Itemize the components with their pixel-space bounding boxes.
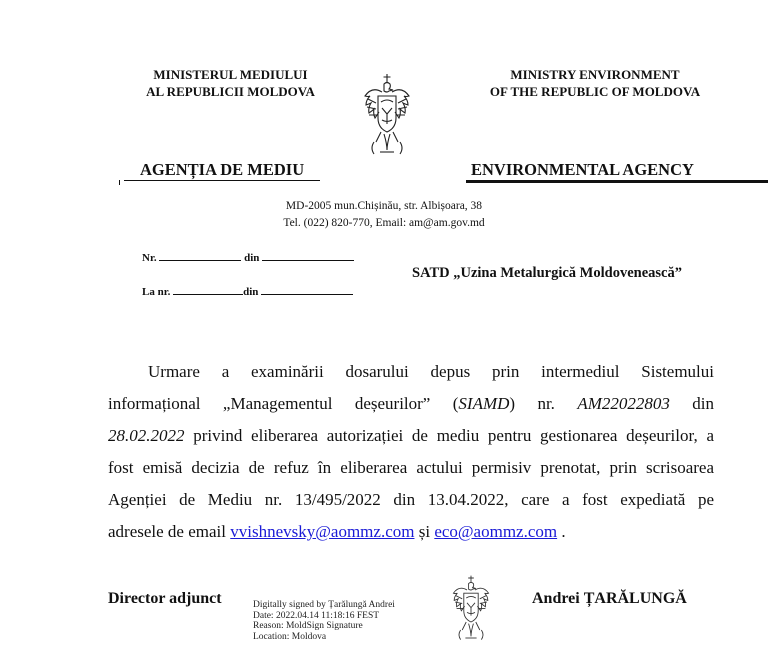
agency-name-en: ENVIRONMENTAL AGENCY [471,160,694,179]
body-line-2-e: din [692,394,715,413]
signature-signed-by: Digitally signed by Țarălungă Andrei [253,600,395,610]
agency-contact: Tel. (022) 820-770, Email: am@am.gov.md [283,217,485,229]
header-rule-left [124,180,320,181]
body-line-3-b: privind eliberarea autorizației de mediu pentru gestionarea deșeurilor, a [184,426,714,445]
signature-date: Date: 2022.04.14 11:18:16 FEST [253,610,380,621]
email-link-1[interactable]: vvishnevsky@aommz.com [230,522,415,541]
body-line-2-a: informațional „Managementul deșeurilor” ( [108,394,459,413]
ministry-ro-line2: AL REPUBLICII MOLDOVA [146,84,315,99]
agency-name-ro: AGENȚIA DE MEDIU [140,160,305,179]
ministry-name-ro [128,66,333,100]
la-nr-din-label: din [243,286,259,298]
nr-label: Nr. [142,252,157,264]
signature-coat-of-arms-icon [446,574,496,646]
body-line-2 [108,393,714,414]
dossier-date: 28.02.2022 [108,426,185,445]
nr-blank [159,250,241,261]
la-nr-blank [173,284,243,295]
body-line-6 [108,521,714,542]
signatory-title: Director adjunct [108,590,222,607]
siamd-acronym: SIAMD [458,394,510,413]
recipient: SATD „Uzina Metalurgică Moldovenească” [412,265,682,281]
body-line-6-a: adresele de email [108,522,231,541]
la-nr-label: La nr. [142,286,171,298]
body-line-6-c: . [557,522,566,541]
coat-of-arms-icon [362,72,412,162]
agency-address: MD-2005 mun.Chișinău, str. Albișoara, 38 [285,200,483,212]
ministry-en-line1: MINISTRY ENVIRONMENT [510,67,680,82]
body-line-2-c: ) nr. [509,394,555,413]
nr-date-blank [262,250,354,261]
body-line-6-b: și [414,522,435,541]
nr-din-label: din [244,252,260,264]
reference-nr [142,250,354,264]
agency-address-block [200,198,568,232]
body-line-5: Agenției de Mediu nr. 13/495/2022 din 13.04.2022, care a fost expediată pe [108,490,714,509]
signature-location: Location: Moldova [253,631,327,642]
body-line-1: Urmare a examinării dosarului depus prin intermediul Sistemului [148,362,714,381]
la-nr-date-blank [261,284,353,295]
email-link-2[interactable]: eco@aommz.com [434,522,558,541]
reference-la-nr [142,284,353,298]
header-rule-tick [119,180,120,185]
ministry-name-en [470,66,720,100]
body-line-3 [108,425,714,446]
ministry-en-line2: OF THE REPUBLIC OF MOLDOVA [489,84,701,99]
body-line-4: fost emisă decizia de refuz în eliberarea actului permisiv prenotat, prin scrisoarea [108,458,714,477]
signatory-name: Andrei ȚARĂLUNGĂ [532,590,687,607]
header-rule-right [466,180,768,183]
dossier-number: AM22022803 [577,394,670,413]
digital-signature-info [253,600,433,642]
signature-reason: Reason: MoldSign Signature [253,621,363,631]
ministry-ro-line1: MINISTERUL MEDIULUI [153,67,308,82]
